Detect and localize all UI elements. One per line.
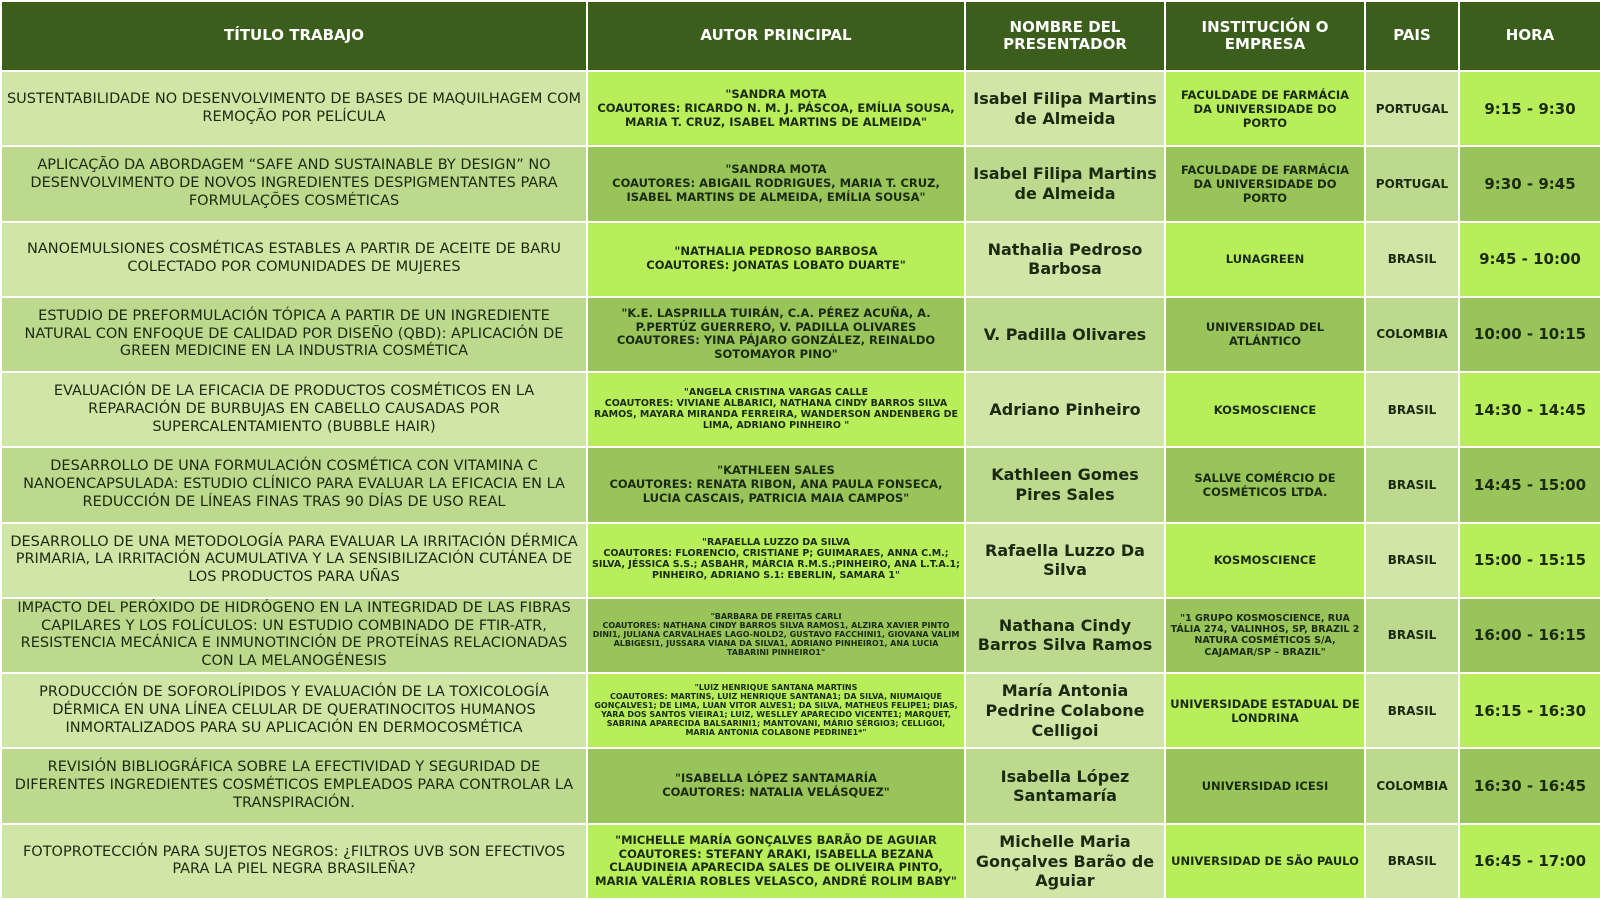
work-title: EVALUACIÓN DE LA EFICACIA DE PRODUCTOS COSMÉTICOS EN LA REPARACIÓN DE BURBUJAS EN CABELLO CAUSADAS POR SUPERCALENTAMIENTO (BUBBLE HAIR) [1, 372, 587, 447]
country: BRASIL [1365, 824, 1459, 899]
main-author: "ANGELA CRISTINA VARGAS CALLE COAUTORES: VIVIANE ALBARICI, NATHANA CINDY BARROS SILVA RAMOS, MAYARA MIRANDA FERREIRA, WANDERSON ANDENBERG DE LIMA, ADRIANO PINHEIRO " [587, 372, 965, 447]
header-country: PAIS [1365, 1, 1459, 71]
presenter-name: Nathalia Pedroso Barbosa [965, 222, 1165, 297]
time-slot: 14:30 - 14:45 [1459, 372, 1600, 447]
presenter-name: Nathana Cindy Barros Silva Ramos [965, 598, 1165, 673]
time-slot: 9:15 - 9:30 [1459, 71, 1600, 146]
header-row [1, 1, 1600, 71]
main-author: "LUIZ HENRIQUE SANTANA MARTINS COAUTORES: MARTINS, LUIZ HENRIQUE SANTANA1; DA SILVA, NIUMAIQUE GONÇALVES1; DE LIMA, LUAN VITOR ALVES1; DA SILVA, MATHEUS FELIPE1; DIAS, YARA DOS SANTOS VIEIRA1; LUIZ, WESLLEY APARECIDO VICENTE1; MARQUET, SABRINA APARECIDA BALSARINI1; MANTOVANI, MÁRIO SÉRGIO3; CELLIGOI, MARIA ANTONIA COLABONE PEDRINE1*" [587, 673, 965, 748]
main-author: "MICHELLE MARÍA GONÇALVES BARÃO DE AGUIAR COAUTORES: STEFANY ARAKI, ISABELLA BEZANA CLAUDINEIA APARECIDA SALES DE OLIVEIRA PINTO, MARIA VALÉRIA ROBLES VELASCO, ANDRÉ ROLIM BABY" [587, 824, 965, 899]
work-title: APLICAÇÃO DA ABORDAGEM “SAFE AND SUSTAINABLE BY DESIGN” NO DESENVOLVIMENTO DE NOVOS INGREDIENTES DESPIGMENTANTES PARA FORMULAÇÕES COSMÉTICAS [1, 146, 587, 221]
country: COLOMBIA [1365, 748, 1459, 823]
time-slot: 16:30 - 16:45 [1459, 748, 1600, 823]
work-title: NANOEMULSIONES COSMÉTICAS ESTABLES A PARTIR DE ACEITE DE BARU COLECTADO POR COMUNIDADES DE MUJERES [1, 222, 587, 297]
table-row [1, 222, 1600, 297]
work-title: DESARROLLO DE UNA FORMULACIÓN COSMÉTICA CON VITAMINA C NANOENCAPSULADA: ESTUDIO CLÍNICO PARA EVALUAR LA EFICACIA EN LA REDUCCIÓN DE LÍNEAS FINAS TRAS 90 DÍAS DE USO REAL [1, 447, 587, 522]
institution: UNIVERSIDAD ICESI [1165, 748, 1365, 823]
work-title: SUSTENTABILIDADE NO DESENVOLVIMENTO DE BASES DE MAQUILHAGEM COM REMOÇÃO POR PELÍCULA [1, 71, 587, 146]
header-hour: HORA [1459, 1, 1600, 71]
time-slot: 9:30 - 9:45 [1459, 146, 1600, 221]
main-author: "BARBARA DE FREITAS CARLI COAUTORES: NATHANA CINDY BARROS SILVA RAMOS1, ALZIRA XAVIER PINTO DINI1, JULIANA CARVALHAES LAGO-NOLD2, GUSTAVO FACCHINI1, GIOVANA VALIM ALBIGESI1, JUSSARA VIANA DA SILVA1, ADRIANO PINHEIRO1, ANA LUCIA TABARINI PINHEIRO1" [587, 598, 965, 673]
header-presenter: NOMBRE DEL PRESENTADOR [965, 1, 1165, 71]
work-title: PRODUCCIÓN DE SOFOROLÍPIDOS Y EVALUACIÓN DE LA TOXICOLOGÍA DÉRMICA EN UNA LÍNEA CELULAR DE QUERATINOCITOS HUMANOS INMORTALIZADOS PARA SU APLICACIÓN EN DERMOCOSMÉTICA [1, 673, 587, 748]
work-title: IMPACTO DEL PERÓXIDO DE HIDRÓGENO EN LA INTEGRIDAD DE LAS FIBRAS CAPILARES Y LOS FOLÍCULOS: UN ESTUDIO COMBINADO DE FTIR-ATR, RESISTENCIA MECÁNICA E INMUNOTINCIÓN DE PROTEÍNAS RELACIONADAS CON LA MELANOGÉNESIS [1, 598, 587, 673]
time-slot: 16:00 - 16:15 [1459, 598, 1600, 673]
table-row [1, 523, 1600, 598]
main-author: "RAFAELLA LUZZO DA SILVA COAUTORES: FLORENCIO, CRISTIANE P; GUIMARAES, ANNA C.M.; SILVA, JÉSSICA S.S.; ASBAHR, MÁRCIA R.M.S.;PINHEIRO, ANA L.T.A.1; PINHEIRO, ADRIANO S.1: EBERLIN, SAMARA 1" [587, 523, 965, 598]
time-slot: 14:45 - 15:00 [1459, 447, 1600, 522]
presenter-name: Adriano Pinheiro [965, 372, 1165, 447]
institution: "1 GRUPO KOSMOSCIENCE, RUA TÁLIA 274, VALINHOS, SP, BRAZIL 2 NATURA COSMÉTICOS S/A, CAJAMAR/SP – BRAZIL" [1165, 598, 1365, 673]
table-row [1, 673, 1600, 748]
time-slot: 10:00 - 10:15 [1459, 297, 1600, 372]
institution: KOSMOSCIENCE [1165, 372, 1365, 447]
presenter-name: Rafaella Luzzo Da Silva [965, 523, 1165, 598]
work-title: ESTUDIO DE PREFORMULACIÓN TÓPICA A PARTIR DE UN INGREDIENTE NATURAL CON ENFOQUE DE CALIDAD POR DISEÑO (QBD): APLICACIÓN DE GREEN MEDICINE EN LA INDUSTRIA COSMÉTICA [1, 297, 587, 372]
institution: UNIVERSIDAD DEL ATLÁNTICO [1165, 297, 1365, 372]
table-row [1, 71, 1600, 146]
country: BRASIL [1365, 222, 1459, 297]
main-author: "NATHALIA PEDROSO BARBOSA COAUTORES: JONATAS LOBATO DUARTE" [587, 222, 965, 297]
work-title: DESARROLLO DE UNA METODOLOGÍA PARA EVALUAR LA IRRITACIÓN DÉRMICA PRIMARIA, LA IRRITACIÓN ACUMULATIVA Y LA SENSIBILIZACIÓN CUTÁNEA DE LOS PRODUCTOS PARA UÑAS [1, 523, 587, 598]
table-row [1, 824, 1600, 899]
header-title: TÍTULO TRABAJO [1, 1, 587, 71]
time-slot: 16:15 - 16:30 [1459, 673, 1600, 748]
presenter-name: Kathleen Gomes Pires Sales [965, 447, 1165, 522]
institution: FACULDADE DE FARMÁCIA DA UNIVERSIDADE DO PORTO [1165, 71, 1365, 146]
main-author: "ISABELLA LÓPEZ SANTAMARÍA COAUTORES: NATALIA VELÁSQUEZ" [587, 748, 965, 823]
main-author: "SANDRA MOTA COAUTORES: RICARDO N. M. J. PÁSCOA, EMÍLIA SOUSA, MARIA T. CRUZ, ISABEL MARTINS DE ALMEIDA" [587, 71, 965, 146]
table-row [1, 372, 1600, 447]
table-row [1, 297, 1600, 372]
country: BRASIL [1365, 372, 1459, 447]
main-author: "KATHLEEN SALES COAUTORES: RENATA RIBON, ANA PAULA FONSECA, LUCIA CASCAIS, PATRICIA MAIA CAMPOS" [587, 447, 965, 522]
table-row [1, 146, 1600, 221]
presenter-name: Isabel Filipa Martins de Almeida [965, 146, 1165, 221]
presenter-name: V. Padilla Olivares [965, 297, 1165, 372]
main-author: "K.E. LASPRILLA TUIRÁN, C.A. PÉREZ ACUÑA, A. P.PERTÚZ GUERRERO, V. PADILLA OLIVARES COAUTORES: YINA PÁJARO GONZÁLEZ, REINALDO SOTOMAYOR PINO" [587, 297, 965, 372]
table-row [1, 748, 1600, 823]
country: BRASIL [1365, 523, 1459, 598]
institution: UNIVERSIDAD DE SÃO PAULO [1165, 824, 1365, 899]
country: PORTUGAL [1365, 71, 1459, 146]
country: BRASIL [1365, 673, 1459, 748]
presenter-name: María Antonia Pedrine Colabone Celligoi [965, 673, 1165, 748]
country: COLOMBIA [1365, 297, 1459, 372]
time-slot: 9:45 - 10:00 [1459, 222, 1600, 297]
table-row [1, 598, 1600, 673]
institution: FACULDADE DE FARMÁCIA DA UNIVERSIDADE DO PORTO [1165, 146, 1365, 221]
table-row [1, 447, 1600, 522]
institution: KOSMOSCIENCE [1165, 523, 1365, 598]
work-title: FOTOPROTECCIÓN PARA SUJETOS NEGROS: ¿FILTROS UVB SON EFECTIVOS PARA LA PIEL NEGRA BRASILEÑA? [1, 824, 587, 899]
institution: SALLVE COMÉRCIO DE COSMÉTICOS LTDA. [1165, 447, 1365, 522]
time-slot: 16:45 - 17:00 [1459, 824, 1600, 899]
presenter-name: Isabel Filipa Martins de Almeida [965, 71, 1165, 146]
country: PORTUGAL [1365, 146, 1459, 221]
time-slot: 15:00 - 15:15 [1459, 523, 1600, 598]
presenter-name: Michelle Maria Gonçalves Barão de Aguiar [965, 824, 1165, 899]
country: BRASIL [1365, 598, 1459, 673]
institution: UNIVERSIDADE ESTADUAL DE LONDRINA [1165, 673, 1365, 748]
presenter-name: Isabella López Santamaría [965, 748, 1165, 823]
country: BRASIL [1365, 447, 1459, 522]
institution: LUNAGREEN [1165, 222, 1365, 297]
main-author: "SANDRA MOTA COAUTORES: ABIGAIL RODRIGUES, MARIA T. CRUZ, ISABEL MARTINS DE ALMEIDA, EMÍLIA SOUSA" [587, 146, 965, 221]
work-title: REVISIÓN BIBLIOGRÁFICA SOBRE LA EFECTIVIDAD Y SEGURIDAD DE DIFERENTES INGREDIENTES COSMÉTICOS EMPLEADOS PARA CONTROLAR LA TRANSPIRACIÓN. [1, 748, 587, 823]
header-author: AUTOR PRINCIPAL [587, 1, 965, 71]
header-institution: INSTITUCIÓN O EMPRESA [1165, 1, 1365, 71]
